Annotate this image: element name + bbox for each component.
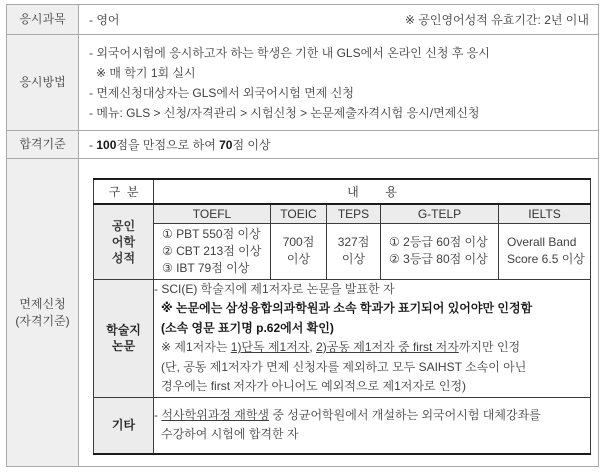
row-label-exemption	[7, 159, 79, 466]
teps-score-cell: 327점 이상	[327, 223, 381, 279]
exemption-label-line1: 면제신청	[19, 296, 66, 311]
subject-validity-note: ※ 공인영어성적 유효기간: 2년 이내	[404, 13, 589, 27]
row-content-subject	[79, 5, 598, 34]
method-line: - 메뉴: GLS > 신청/자격관리 > 시험신청 > 논문제출자격시험 응시/면제신청	[89, 106, 480, 120]
gtelp-score-cell: ① 2등급 60점 이상 ② 3등급 80점 이상	[381, 223, 499, 279]
test-name-toeic: TOEIC	[271, 204, 327, 223]
etc-row	[94, 397, 591, 454]
test-name-ielts: IELTS	[499, 204, 591, 223]
etc-line: - 석사학위과정 재학생 중 성균어학원에서 개설하는 외국어시험 대체강좌를	[154, 407, 541, 422]
test-names-row	[94, 204, 591, 223]
row-content-method	[79, 35, 598, 130]
exemption-label-line2: (자격기준)	[15, 313, 70, 328]
method-line: - 외국어시험에 응시하고자 하는 학생은 기한 내 GLS에서 온라인 신청 후 응시	[89, 46, 490, 60]
journal-line: - SCI(E) 학술지에 제1저자로 논문을 발표한 자	[154, 281, 395, 296]
table-row-method	[7, 35, 598, 131]
row-label-pass-text: 합격기준	[19, 137, 66, 151]
table-row-subject	[7, 5, 598, 35]
test-name-toefl: TOEFL	[154, 204, 271, 223]
row-label-method-text: 응시방법	[19, 75, 66, 89]
journal-line-first-author: ※ 제1저자는 1)단독 제1저자, 2)공동 제1저자 중 first 저자까지만 인정	[161, 340, 521, 354]
journal-line-affiliation-rule: ※ 논문에는 삼성융합의과학원과 소속 학과가 표기되어 있어야만 인정함	[161, 301, 533, 315]
ielts-score-cell: Overall Band Score 6.5 이상	[499, 223, 591, 279]
toefl-score-cell: ① PBT 550점 이상 ② CBT 213점 이상 ③ IBT 79점 이상	[154, 223, 271, 279]
method-line: ※ 매 학기 1회 실시	[96, 66, 196, 80]
row-content-pass-criteria	[79, 131, 598, 158]
test-name-teps: TEPS	[327, 204, 381, 223]
subject-value: - 영어	[89, 13, 120, 27]
journal-row	[94, 279, 591, 397]
etc-label-cell: 기타	[94, 397, 154, 454]
test-scores-row	[94, 223, 591, 279]
table-row-exemption	[7, 159, 598, 466]
pass-max-score: 100	[96, 138, 117, 152]
language-score-label-cell: 공인 어학 성적	[94, 204, 154, 279]
method-line: - 면제신청대상자는 GLS에서 외국어시험 면제 신청	[89, 86, 354, 100]
journal-line-name-check: (소속 영문 표기명 p.62에서 확인)	[161, 320, 334, 335]
test-name-gtelp: G-TELP	[381, 204, 499, 223]
exemption-criteria-table	[93, 178, 591, 455]
row-label-subject-text: 응시과목	[19, 12, 66, 26]
requirements-table	[6, 4, 599, 467]
row-content-exemption	[79, 159, 598, 466]
row-label-pass-criteria	[7, 131, 79, 158]
journal-line: (단, 공동 제1저자가 면제 신청자를 제외하고 모두 SAIHST 소속이 아닌	[161, 359, 527, 374]
header-content-cell: 내 용	[154, 179, 591, 204]
criteria-header-row	[94, 179, 591, 204]
row-label-subject	[7, 5, 79, 34]
row-label-method	[7, 35, 79, 130]
header-category-cell: 구 분	[94, 179, 154, 204]
etc-line: 수강하여 시험에 합격한 자	[161, 427, 299, 442]
toeic-score-cell: 700점 이상	[271, 223, 327, 279]
pass-min-score: 70	[219, 138, 233, 152]
pass-criteria-text: - 100점을 만점으로 하여 70점 이상	[89, 138, 271, 152]
table-row-pass-criteria	[7, 131, 598, 159]
journal-content-cell	[154, 279, 591, 397]
etc-content-cell	[154, 397, 591, 454]
journal-line: 경우에는 first 저자가 아니어도 예외적으로 제1저자로 인정)	[161, 379, 467, 393]
journal-label-cell: 학술지 논문	[94, 279, 154, 397]
